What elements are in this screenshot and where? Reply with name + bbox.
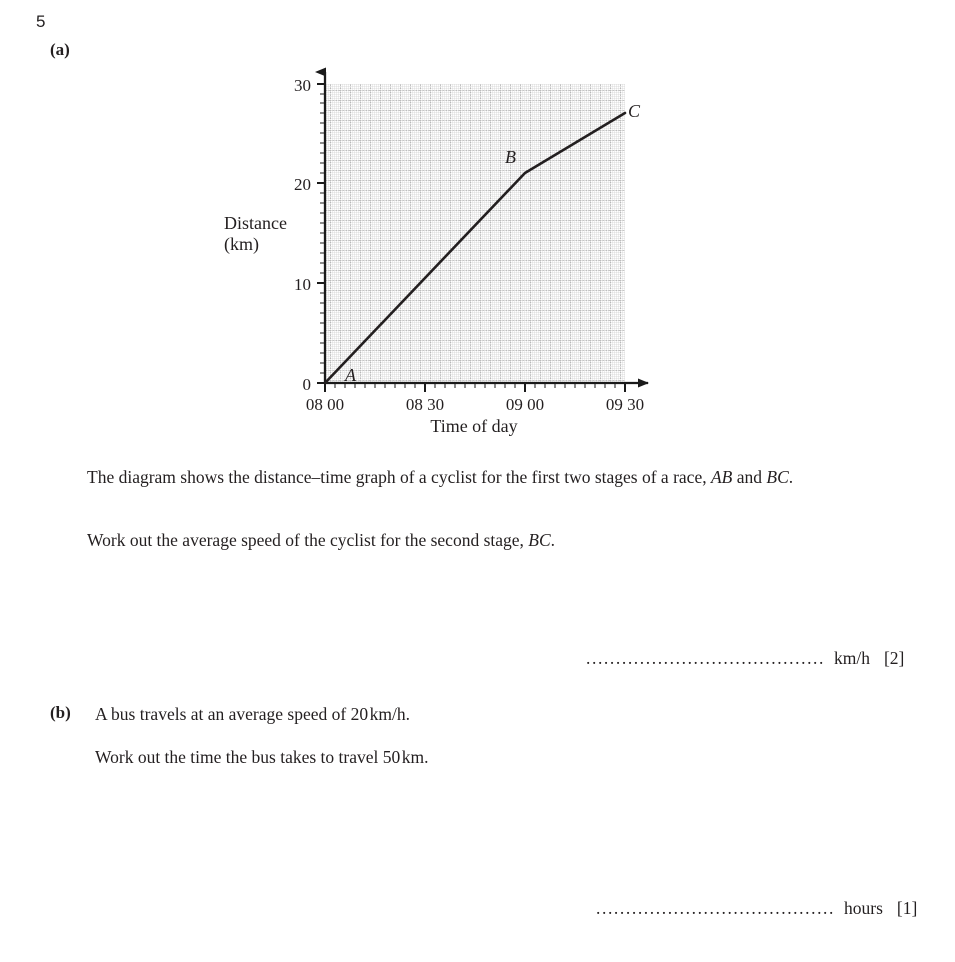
y-tick-label-0: 0 [302, 375, 311, 394]
answer-line-b [596, 898, 917, 919]
question-a-variable-bc: BC [528, 530, 551, 550]
stem-text-part1: The diagram shows the distance–time graph of a cyclist for the first two stages of a race, [87, 467, 711, 487]
answer-dot-leader-b[interactable]: ........................................ [596, 898, 835, 918]
y-axis-title-line1: Distance [224, 213, 287, 233]
question-number: 5 [36, 12, 46, 31]
y-axis-title-line2: (km) [224, 234, 259, 254]
answer-unit-a: km/h [834, 648, 870, 668]
question-b-intro [95, 703, 875, 726]
x-tick-label-0800: 08 00 [305, 395, 345, 414]
stem-paragraph [87, 466, 877, 489]
x-axis-title: Time of day [430, 416, 518, 436]
x-tick-label-0930: 09 30 [605, 395, 645, 414]
point-label-b: B [505, 147, 516, 167]
x-tick-label-0830: 08 30 [405, 395, 445, 414]
question-b-intro-part1: A bus travels at an average speed of 20 [95, 704, 369, 724]
answer-unit-b: hours [844, 898, 883, 918]
graph-svg [0, 0, 700, 450]
stem-text-part2: and [732, 467, 767, 487]
question-b-intro-unit: km/h. [369, 704, 410, 724]
distance-time-graph [0, 0, 700, 450]
part-b-label: (b) [50, 703, 71, 722]
question-b-text-unit: km. [401, 747, 429, 767]
stem-variable-ab: AB [710, 467, 733, 487]
point-label-c: C [628, 101, 641, 121]
answer-dot-leader-a[interactable]: ........................................ [586, 648, 825, 668]
part-a-label: (a) [50, 40, 70, 59]
graph-gridlines [325, 84, 625, 383]
x-tick-label-0900: 09 00 [505, 395, 545, 414]
y-tick-label-30: 30 [294, 76, 311, 95]
question-b-text [95, 746, 875, 769]
answer-line-a [586, 648, 904, 669]
y-tick-label-20: 20 [294, 175, 311, 194]
mark-allocation-b: [1] [896, 898, 918, 918]
stem-text-part3: . [788, 467, 794, 487]
question-a-text-part2: . [550, 530, 556, 550]
question-a-text-part1: Work out the average speed of the cyclist for the second stage, [87, 530, 529, 550]
stem-variable-bc: BC [766, 467, 789, 487]
question-b-text-part1: Work out the time the bus takes to travel 50 [95, 747, 401, 767]
y-tick-label-10: 10 [294, 275, 311, 294]
mark-allocation-a: [2] [883, 648, 905, 668]
point-label-a: A [345, 365, 356, 385]
question-a-text [87, 529, 877, 552]
